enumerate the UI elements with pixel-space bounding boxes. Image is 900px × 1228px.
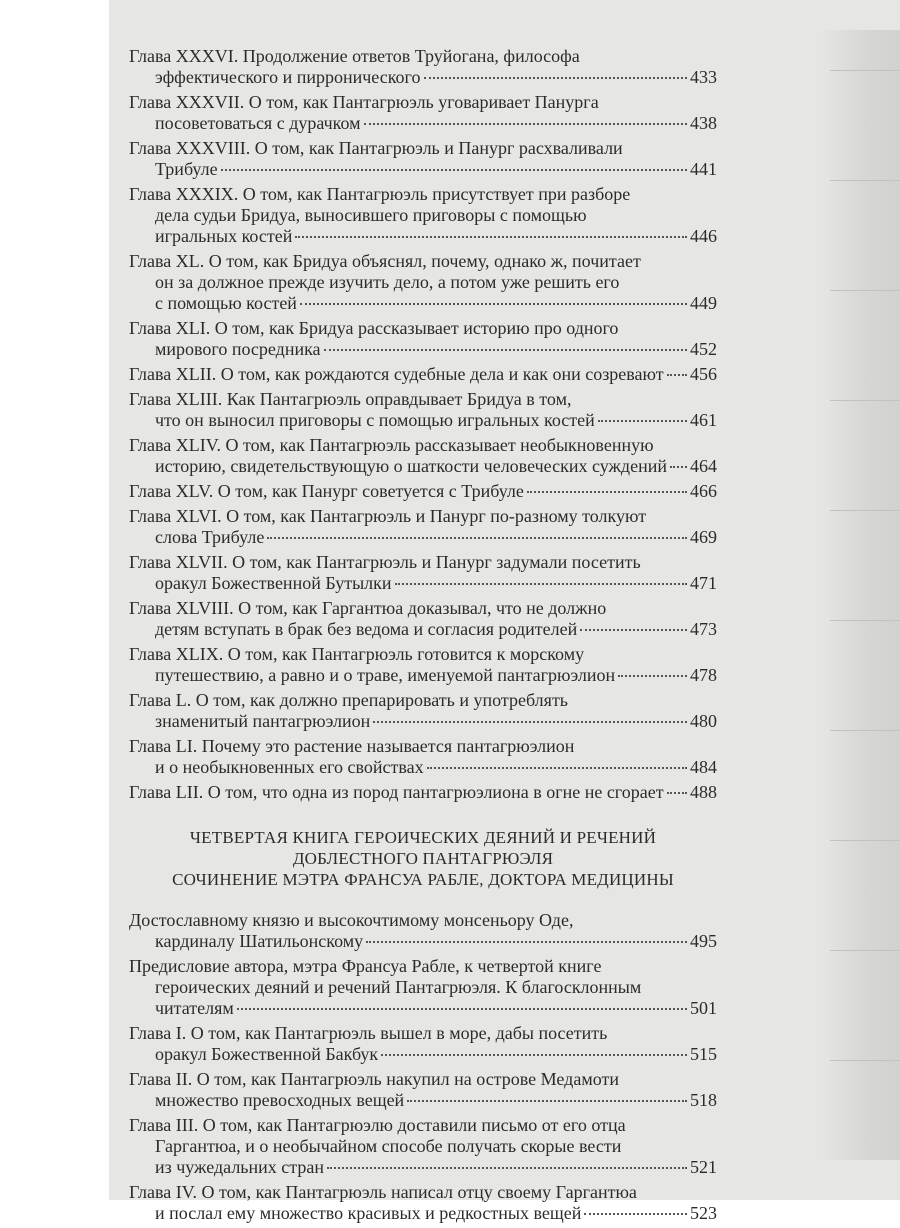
leader-dots bbox=[267, 537, 687, 539]
leader-dots bbox=[407, 1100, 687, 1102]
leader-dots bbox=[366, 941, 687, 943]
page-number: 518 bbox=[690, 1090, 717, 1110]
toc-list-book-three bbox=[129, 46, 717, 803]
toc-entry bbox=[129, 644, 717, 686]
toc-entry-line bbox=[129, 251, 717, 272]
toc-entry-text: Глава XLV. О том, как Панург советуется с Трибуле bbox=[129, 481, 524, 501]
toc-entry-text: с помощью костей bbox=[155, 293, 297, 313]
toc-entry-text: Глава IV. О том, как Пантагрюэль написал отцу своему Гаргантюа bbox=[129, 1182, 637, 1202]
toc-entry-text: Глава XLI. О том, как Бридуа рассказывает историю про одного bbox=[129, 318, 619, 338]
toc-entry-line bbox=[129, 998, 717, 1019]
toc-entry bbox=[129, 598, 717, 640]
toc-entry-line bbox=[129, 619, 717, 640]
toc-entry-line bbox=[129, 598, 717, 619]
toc-entry-text: мирового посредника bbox=[155, 339, 321, 359]
table-of-contents bbox=[129, 46, 717, 1228]
leader-dots bbox=[427, 767, 687, 769]
toc-entry-text: Глава XLVIII. О том, как Гаргантюа доказывал, что не должно bbox=[129, 598, 607, 618]
toc-entry-text: Глава XLII. О том, как рождаются судебные дела и как они созревают bbox=[129, 364, 664, 384]
page-number: 466 bbox=[690, 481, 717, 501]
toc-entry-line bbox=[129, 1023, 717, 1044]
toc-entry bbox=[129, 1023, 717, 1065]
toc-entry-text: игральных костей bbox=[155, 226, 293, 246]
leader-dots bbox=[327, 1167, 687, 1169]
toc-entry-line bbox=[129, 782, 717, 803]
toc-entry bbox=[129, 910, 717, 952]
toc-entry-line bbox=[129, 226, 717, 247]
leader-dots bbox=[395, 583, 687, 585]
toc-entry-line bbox=[129, 410, 717, 431]
toc-entry bbox=[129, 690, 717, 732]
toc-entry-line bbox=[129, 736, 717, 757]
toc-entry-line bbox=[129, 138, 717, 159]
heading-line-2: ДОБЛЕСТНОГО ПАНТАГРЮЭЛЯ bbox=[292, 849, 554, 868]
toc-entry-line bbox=[129, 67, 717, 88]
page-number: 433 bbox=[690, 67, 717, 87]
toc-entry-text: знаменитый пантагрюэлион bbox=[155, 711, 371, 731]
toc-entry-line bbox=[129, 1157, 717, 1178]
toc-entry-line bbox=[129, 644, 717, 665]
toc-entry bbox=[129, 736, 717, 778]
toc-entry bbox=[129, 782, 717, 803]
toc-entry-line bbox=[129, 1136, 717, 1157]
leader-dots bbox=[237, 1008, 687, 1010]
toc-entry-text: из чужедальних стран bbox=[155, 1157, 324, 1177]
toc-entry-text: Глава L. О том, как должно препарировать и употреблять bbox=[129, 690, 569, 710]
leader-dots bbox=[364, 123, 687, 125]
toc-entry-text: и о необыкновенных его свойствах bbox=[155, 757, 424, 777]
toc-entry bbox=[129, 1069, 717, 1111]
toc-entry-line bbox=[129, 977, 717, 998]
toc-entry bbox=[129, 184, 717, 247]
page-number: 461 bbox=[690, 410, 717, 430]
leader-dots bbox=[667, 374, 687, 376]
toc-entry-line bbox=[129, 1090, 717, 1111]
page-number: 456 bbox=[690, 364, 717, 384]
toc-entry-text: Глава XLIX. О том, как Пантагрюэль готовится к морскому bbox=[129, 644, 585, 664]
toc-list-book-four bbox=[129, 910, 717, 1224]
toc-entry-line bbox=[129, 205, 717, 226]
leader-dots bbox=[373, 721, 687, 723]
page-number: 471 bbox=[690, 573, 717, 593]
page-number: 449 bbox=[690, 293, 717, 313]
toc-entry bbox=[129, 92, 717, 134]
page-number: 501 bbox=[690, 998, 717, 1018]
toc-entry-line bbox=[129, 757, 717, 778]
toc-entry-line bbox=[129, 435, 717, 456]
toc-entry bbox=[129, 389, 717, 431]
page-number: 464 bbox=[690, 456, 717, 476]
leader-dots bbox=[618, 675, 687, 677]
page-number: 484 bbox=[690, 757, 717, 777]
toc-entry-line bbox=[129, 184, 717, 205]
toc-entry-text: Глава II. О том, как Пантагрюэль накупил на острове Медамоти bbox=[129, 1069, 619, 1089]
toc-entry bbox=[129, 435, 717, 477]
toc-entry-text: Глава III. О том, как Пантагрюэлю доставили письмо от его отца bbox=[129, 1115, 626, 1135]
leader-dots bbox=[598, 420, 687, 422]
toc-entry-text: Глава XXXVI. Продолжение ответов Труйогана, философа bbox=[129, 46, 580, 66]
toc-entry-line bbox=[129, 690, 717, 711]
toc-entry bbox=[129, 506, 717, 548]
toc-entry bbox=[129, 138, 717, 180]
toc-entry bbox=[129, 1115, 717, 1178]
toc-entry-text: Глава XXXVII. О том, как Пантагрюэль уговаривает Панурга bbox=[129, 92, 599, 112]
leader-dots bbox=[527, 491, 687, 493]
toc-entry-line bbox=[129, 1203, 717, 1224]
heading-line-1: ЧЕТВЕРТАЯ КНИГА ГЕРОИЧЕСКИХ ДЕЯНИЙ И РЕЧЕНИЙ bbox=[189, 828, 657, 847]
toc-entry-text: Глава XLVI. О том, как Пантагрюэль и Панург по-разному толкуют bbox=[129, 506, 647, 526]
toc-entry bbox=[129, 318, 717, 360]
toc-entry-line bbox=[129, 339, 717, 360]
leader-dots bbox=[295, 236, 687, 238]
page-number: 438 bbox=[690, 113, 717, 133]
toc-entry-text: дела судьи Бридуа, выносившего приговоры с помощью bbox=[155, 205, 587, 225]
leader-dots bbox=[667, 792, 687, 794]
toc-entry-text: оракул Божественной Бакбук bbox=[155, 1044, 379, 1064]
toc-entry-line bbox=[129, 956, 717, 977]
page-number: 523 bbox=[690, 1203, 717, 1223]
page-number: 469 bbox=[690, 527, 717, 547]
toc-entry-text: Глава I. О том, как Пантагрюэль вышел в море, дабы посетить bbox=[129, 1023, 608, 1043]
toc-entry-line bbox=[129, 318, 717, 339]
toc-entry-text: историю, свидетельствующую о шаткости человеческих суждений bbox=[155, 456, 667, 476]
toc-entry-text: и послал ему множество красивых и редкостных вещей bbox=[155, 1203, 582, 1223]
toc-entry-text: читателям bbox=[155, 998, 234, 1018]
toc-entry-line bbox=[129, 481, 717, 502]
toc-entry-text: Глава XLIII. Как Пантагрюэль оправдывает Бридуа в том, bbox=[129, 389, 572, 409]
facing-page-shadow bbox=[820, 30, 900, 1160]
toc-entry bbox=[129, 552, 717, 594]
leader-dots bbox=[580, 629, 687, 631]
leader-dots bbox=[221, 169, 687, 171]
toc-entry-text: Достославному князю и высокочтимому монсеньору Оде, bbox=[129, 910, 574, 930]
toc-entry-line bbox=[129, 552, 717, 573]
toc-entry-line bbox=[129, 527, 717, 548]
toc-entry-text: Глава XXXVIII. О том, как Пантагрюэль и Панург расхваливали bbox=[129, 138, 623, 158]
toc-entry-line bbox=[129, 1182, 717, 1203]
leader-dots bbox=[381, 1054, 687, 1056]
toc-entry-text: множество превосходных вещей bbox=[155, 1090, 405, 1110]
toc-entry-text: детям вступать в брак без ведома и согласия родителей bbox=[155, 619, 578, 639]
toc-entry-text: оракул Божественной Бутылки bbox=[155, 573, 392, 593]
heading-line-3: СОЧИНЕНИЕ МЭТРА ФРАНСУА РАБЛЕ, ДОКТОРА МЕДИЦИНЫ bbox=[172, 870, 674, 889]
toc-entry-text: он за должное прежде изучить дело, а потом уже решить его bbox=[155, 272, 620, 292]
toc-entry-line bbox=[129, 1044, 717, 1065]
leader-dots bbox=[324, 349, 687, 351]
toc-entry-line bbox=[129, 1069, 717, 1090]
toc-entry-text: Глава XL. О том, как Бридуа объяснял, почему, однако ж, почитает bbox=[129, 251, 641, 271]
toc-entry-line bbox=[129, 159, 717, 180]
page-number: 521 bbox=[690, 1157, 717, 1177]
section-heading bbox=[129, 827, 717, 890]
toc-entry-line bbox=[129, 931, 717, 952]
toc-entry bbox=[129, 481, 717, 502]
toc-entry-text: посоветоваться с дурачком bbox=[155, 113, 361, 133]
book-page bbox=[109, 0, 900, 1223]
toc-entry-line bbox=[129, 910, 717, 931]
toc-entry-line bbox=[129, 573, 717, 594]
leader-dots bbox=[584, 1213, 687, 1215]
toc-entry-text: что он выносил приговоры с помощью игральных костей bbox=[155, 410, 595, 430]
page-number: 488 bbox=[690, 782, 717, 802]
leader-dots bbox=[300, 303, 687, 305]
toc-entry bbox=[129, 251, 717, 314]
toc-entry-text: Глава LII. О том, что одна из пород пантагрюэлиона в огне не сгорает bbox=[129, 782, 664, 802]
toc-entry-line bbox=[129, 46, 717, 67]
toc-entry bbox=[129, 1182, 717, 1224]
leader-dots bbox=[424, 77, 688, 79]
toc-entry-line bbox=[129, 272, 717, 293]
toc-entry-line bbox=[129, 92, 717, 113]
toc-entry-line bbox=[129, 1115, 717, 1136]
page-number: 515 bbox=[690, 1044, 717, 1064]
toc-entry-text: слова Трибуле bbox=[155, 527, 265, 547]
page-number: 495 bbox=[690, 931, 717, 951]
toc-entry bbox=[129, 46, 717, 88]
toc-entry-text: героических деяний и речений Пантагрюэля. К благосклонным bbox=[155, 977, 642, 997]
toc-entry-text: путешествию, а равно и о траве, именуемой пантагрюэлион bbox=[155, 665, 616, 685]
toc-entry-text: Глава XLVII. О том, как Пантагрюэль и Панург задумали посетить bbox=[129, 552, 641, 572]
toc-entry-text: Глава XLIV. О том, как Пантагрюэль рассказывает необыкновенную bbox=[129, 435, 654, 455]
toc-entry-text: Предисловие автора, мэтра Франсуа Рабле, к четвертой книге bbox=[129, 956, 602, 976]
toc-entry-line bbox=[129, 711, 717, 732]
page-number: 452 bbox=[690, 339, 717, 359]
toc-entry-line bbox=[129, 364, 717, 385]
page-number: 473 bbox=[690, 619, 717, 639]
toc-entry-line bbox=[129, 506, 717, 527]
page-number: 480 bbox=[690, 711, 717, 731]
page-number: 446 bbox=[690, 226, 717, 246]
toc-entry-text: Гаргантюа, и о необычайном способе получать скорые вести bbox=[155, 1136, 622, 1156]
toc-entry-text: кардиналу Шатильонскому bbox=[155, 931, 364, 951]
toc-entry bbox=[129, 364, 717, 385]
toc-entry bbox=[129, 956, 717, 1019]
toc-entry-text: Глава XXXIX. О том, как Пантагрюэль присутствует при разборе bbox=[129, 184, 631, 204]
toc-entry-line bbox=[129, 665, 717, 686]
page-number: 478 bbox=[690, 665, 717, 685]
toc-entry-text: Глава LI. Почему это растение называется пантагрюэлион bbox=[129, 736, 575, 756]
page-number: 441 bbox=[690, 159, 717, 179]
toc-entry-text: эффектического и пирронического bbox=[155, 67, 421, 87]
toc-entry-line bbox=[129, 389, 717, 410]
leader-dots bbox=[670, 466, 687, 468]
toc-entry-line bbox=[129, 293, 717, 314]
toc-entry-text: Трибуле bbox=[155, 159, 218, 179]
toc-entry-line bbox=[129, 456, 717, 477]
toc-entry-line bbox=[129, 113, 717, 134]
